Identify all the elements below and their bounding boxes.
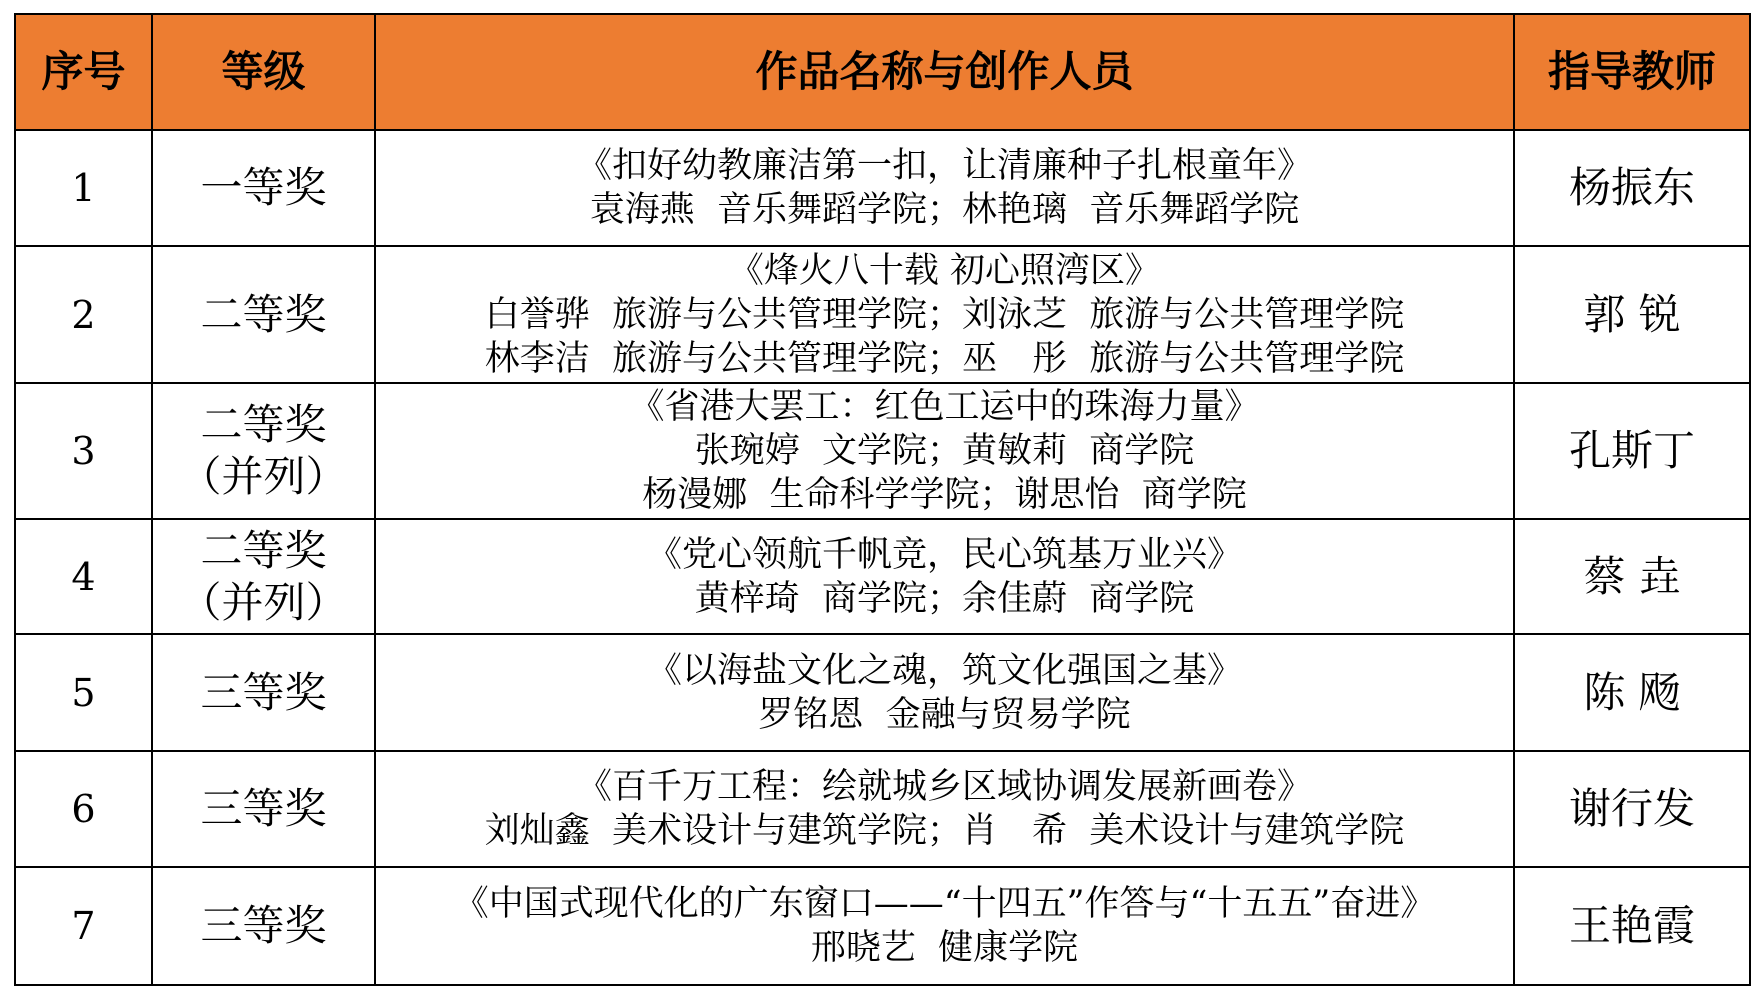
- awards-table: [14, 13, 1751, 986]
- cell-index: [15, 383, 152, 519]
- cell-level: [152, 246, 375, 383]
- cell-advisor: [1514, 246, 1750, 383]
- work-title: 《百千万工程：绘就城乡区域协调发展新画卷》: [576, 767, 1312, 807]
- award-level-line: 三等奖: [200, 901, 327, 950]
- advisor-name: 郭 锐: [1583, 289, 1681, 339]
- cell-level: [152, 634, 375, 751]
- award-level-line: 二等奖: [200, 289, 327, 339]
- work-authors-line: 黄梓琦 商学院；余佳蔚 商学院: [694, 578, 1195, 619]
- cell-work: [375, 383, 1514, 519]
- cell-advisor: [1514, 519, 1750, 634]
- table-row: [15, 634, 1750, 751]
- award-level-line: 二等奖: [200, 525, 327, 575]
- cell-work: [375, 634, 1514, 751]
- cell-level: [152, 867, 375, 985]
- table-row: [15, 383, 1750, 519]
- header-cell-advisor: 指导教师: [1514, 14, 1750, 130]
- cell-advisor: [1514, 130, 1750, 246]
- cell-advisor: [1514, 867, 1750, 985]
- header-cell-index: 序号: [15, 14, 152, 130]
- cell-work: [375, 130, 1514, 246]
- advisor-name: 蔡 垚: [1583, 551, 1681, 601]
- table-row: [15, 867, 1750, 985]
- award-level-line: （并列）: [179, 577, 348, 627]
- header-cell-work: 作品名称与创作人员: [375, 14, 1514, 130]
- row-index: 1: [71, 166, 96, 210]
- work-title: 《党心领航千帆竞，民心筑基万业兴》: [646, 534, 1242, 575]
- cell-work: [375, 867, 1514, 985]
- cell-level: [152, 519, 375, 634]
- work-title: 《中国式现代化的广东窗口——“十四五”作答与“十五五”奋进》: [453, 884, 1436, 924]
- header-row: [15, 14, 1750, 130]
- row-index: 3: [71, 429, 96, 473]
- row-index: 2: [71, 292, 96, 337]
- cell-level: [152, 383, 375, 519]
- work-authors-line: 刘灿鑫 美术设计与建筑学院；肖 希 美术设计与建筑学院: [484, 811, 1405, 851]
- award-level-line: 三等奖: [200, 667, 327, 717]
- cell-index: [15, 634, 152, 751]
- advisor-name: 杨振东: [1568, 163, 1695, 212]
- cell-index: [15, 751, 152, 867]
- work-title: 《以海盐文化之魂，筑文化强国之基》: [646, 650, 1242, 691]
- work-title: 《烽火八十载 初心照湾区》: [728, 250, 1161, 291]
- cell-index: [15, 867, 152, 985]
- cell-index: [15, 246, 152, 383]
- work-authors-line: 张琬婷 文学院；黄敏莉 商学院: [694, 431, 1195, 471]
- row-index: 6: [71, 787, 96, 831]
- row-index: 7: [71, 904, 96, 948]
- cell-index: [15, 130, 152, 246]
- table-row: [15, 246, 1750, 383]
- award-level-line: 三等奖: [200, 784, 327, 833]
- table-row: [15, 130, 1750, 246]
- award-level-line: 二等奖: [200, 400, 327, 449]
- work-authors-line: 袁海燕 音乐舞蹈学院；林艳璃 音乐舞蹈学院: [589, 190, 1300, 230]
- header-cell-level: 等级: [152, 14, 375, 130]
- table-row: [15, 751, 1750, 867]
- advisor-name: 谢行发: [1568, 784, 1695, 833]
- cell-advisor: [1514, 383, 1750, 519]
- row-index: 4: [71, 554, 96, 599]
- table-row: [15, 519, 1750, 634]
- cell-advisor: [1514, 751, 1750, 867]
- work-authors-line: 邢晓艺 健康学院: [810, 928, 1079, 968]
- cell-work: [375, 519, 1514, 634]
- row-index: 5: [71, 670, 96, 715]
- award-level-line: 一等奖: [200, 163, 327, 212]
- work-title: 《扣好幼教廉洁第一扣，让清廉种子扎根童年》: [576, 146, 1312, 186]
- cell-work: [375, 751, 1514, 867]
- cell-work: [375, 246, 1514, 383]
- table-header: [15, 14, 1750, 130]
- cell-index: [15, 519, 152, 634]
- work-title: 《省港大罢工：红色工运中的珠海力量》: [629, 387, 1260, 427]
- work-authors-line: 杨漫娜 生命科学学院；谢思怡 商学院: [642, 475, 1247, 515]
- work-authors-line: 林李洁 旅游与公共管理学院；巫 彤 旅游与公共管理学院: [484, 338, 1405, 379]
- cell-level: [152, 130, 375, 246]
- cell-advisor: [1514, 634, 1750, 751]
- advisor-name: 孔斯丁: [1568, 426, 1695, 475]
- cell-level: [152, 751, 375, 867]
- advisor-name: 陈 飏: [1583, 667, 1681, 717]
- award-level-line: （并列）: [179, 452, 348, 501]
- work-authors-line: 罗铭恩 金融与贸易学院: [758, 694, 1131, 735]
- advisor-name: 王艳霞: [1568, 901, 1695, 950]
- work-authors-line: 白誉骅 旅游与公共管理学院；刘泳芝 旅游与公共管理学院: [484, 294, 1405, 335]
- table-body: [15, 130, 1750, 985]
